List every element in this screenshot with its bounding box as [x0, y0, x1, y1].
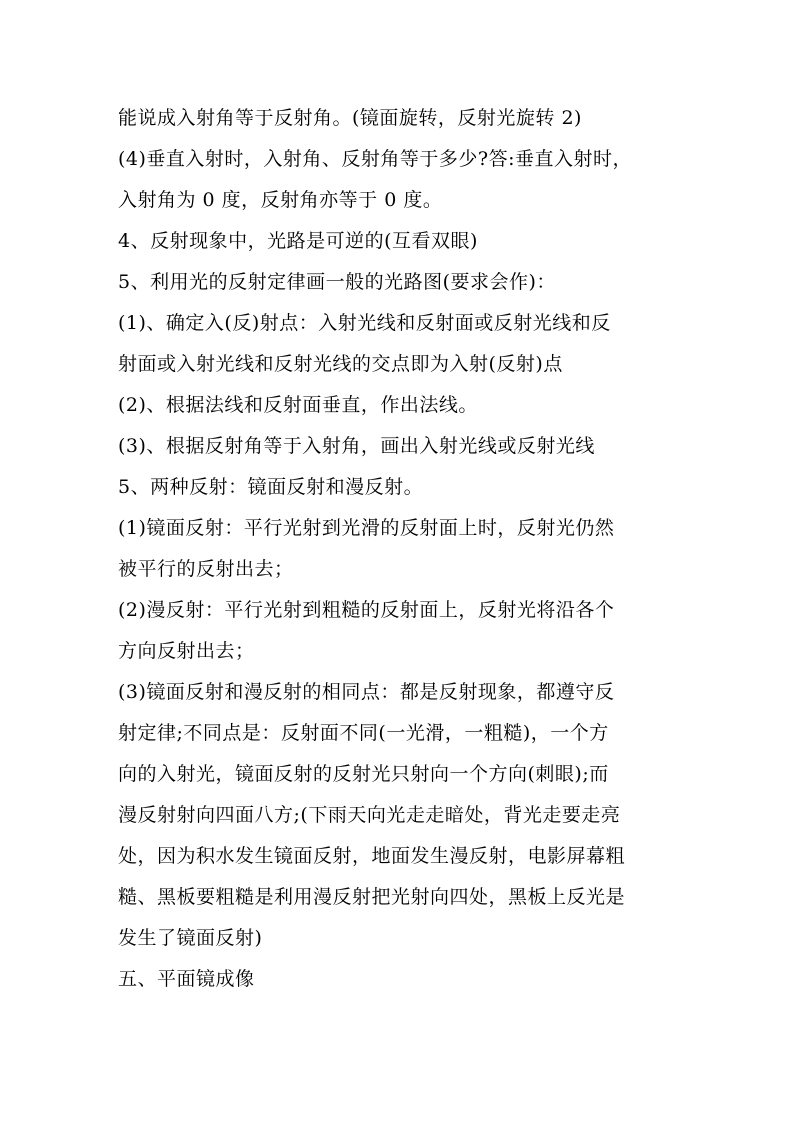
text-line: (3)、根据反射角等于入射角，画出入射光线或反射光线	[118, 435, 595, 457]
text-line: 5、利用光的反射定律画一般的光路图(要求会作)：	[118, 271, 556, 293]
text-line: 糙、黑板要粗糙是利用漫反射把光射向四处，黑板上反光是	[118, 886, 626, 908]
text-line: 5、两种反射：镜面反射和漫反射。	[118, 476, 424, 498]
text-line: (1)镜面反射：平行光射到光滑的反射面上时，反射光仍然	[118, 517, 615, 539]
text-line: 射面或入射光线和反射光线的交点即为入射(反射)点	[118, 353, 563, 375]
text-line: 漫反射射向四面八方;(下雨天向光走走暗处，背光走要走亮	[118, 804, 621, 826]
text-line: 处，因为积水发生镜面反射，地面发生漫反射，电影屏幕粗	[118, 845, 626, 867]
text-line: 射定律;不同点是：反射面不同(一光滑，一粗糙)，一个方	[118, 722, 609, 744]
text-line: 被平行的反射出去；	[118, 558, 294, 580]
text-line: 能说成入射角等于反射角。(镜面旋转，反射光旋转 2)	[118, 107, 582, 129]
text-line: (2)、根据法线和反射面垂直，作出法线。	[118, 394, 478, 416]
document-body	[118, 98, 698, 1000]
text-line: 入射角为 0 度，反射角亦等于 0 度。	[118, 189, 443, 211]
text-line: 发生了镜面反射)	[118, 927, 263, 949]
text-line: 方向反射出去；	[118, 640, 255, 662]
text-line: (2)漫反射：平行光射到粗糙的反射面上，反射光将沿各个	[118, 599, 615, 621]
text-line: (3)镜面反射和漫反射的相同点：都是反射现象，都遵守反	[118, 681, 615, 703]
text-line: 向的入射光，镜面反射的反射光只射向一个方向(刺眼);而	[118, 763, 609, 785]
section-heading: 五、平面镜成像	[118, 968, 255, 990]
text-line: (4)垂直入射时，入射角、反射角等于多少?答:垂直入射时，	[118, 148, 633, 170]
text-line: (1)、确定入(反)射点：入射光线和反射面或反射光线和反	[118, 312, 611, 334]
text-line: 4、反射现象中，光路是可逆的(互看双眼)	[118, 230, 478, 252]
